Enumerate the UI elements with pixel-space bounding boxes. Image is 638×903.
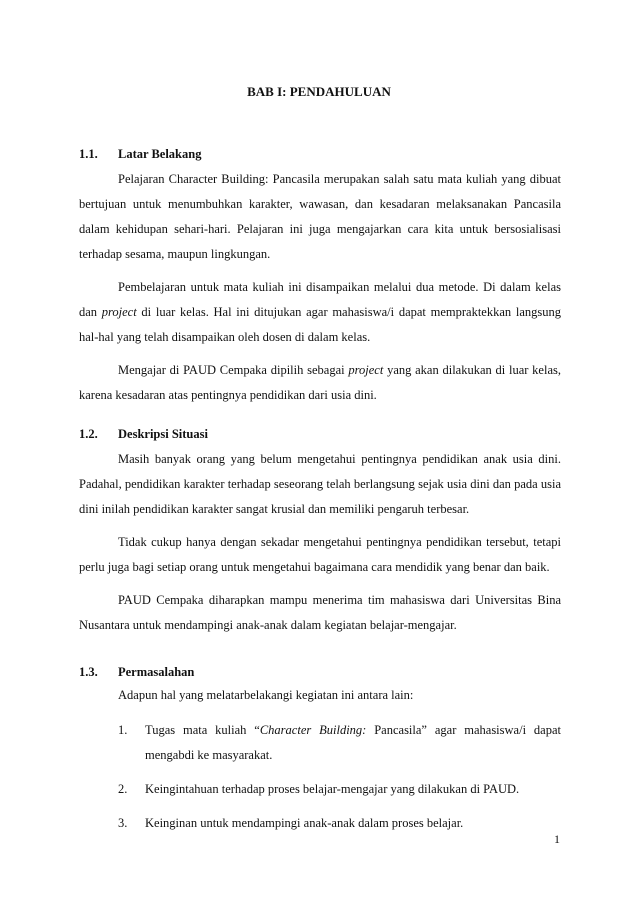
paragraph: Tidak cukup hanya dengan sekadar mengetahui pentingnya pendidikan tersebut, tetapi perlu juga bagi setiap orang untuk mengetahui bagaimana cara mendidik yang benar dan baik. [79, 535, 561, 574]
section-number: 1.3. [79, 665, 98, 679]
section-title: Latar Belakang [118, 147, 202, 161]
list-item-number: 1. [118, 723, 128, 737]
list-item [118, 811, 561, 836]
list-item-text: Tugas mata kuliah “Character Building: Pancasila” agar mahasiswa/i dapat mengabdi ke masyarakat. [145, 723, 561, 762]
section-title: Deskripsi Situasi [118, 427, 208, 441]
list-item-number: 2. [118, 782, 128, 796]
list-item-text: Keinginan untuk mendampingi anak-anak dalam proses belajar. [145, 816, 464, 830]
list-item-number: 3. [118, 816, 128, 830]
section-heading [79, 425, 561, 443]
numbered-list [118, 718, 561, 836]
paragraph: Pelajaran Character Building: Pancasila merupakan salah satu mata kuliah yang dibuat bertujuan untuk menumbuhkan karakter, wawasan, dan kesadaran melaksanakan Pancasila dalam kehidupan sehari-hari. Pelajaran ini juga mengajarkan cara kita untuk bersosialisasi terhadap sesama, maupun lingkungan. [79, 172, 561, 261]
paragraph: Masih banyak orang yang belum mengetahui pentingnya pendidikan anak usia dini. Padahal, pendidikan karakter terhadap seseorang telah berlangsung sejak usia dini dan pada usia dini inilah pendidikan karakter sangat krusial dan memiliki pengaruh terbesar. [79, 452, 561, 516]
section-permasalahan [79, 663, 561, 845]
paragraph: Mengajar di PAUD Cempaka dipilih sebagai project yang akan dilakukan di luar kelas, karena kesadaran atas pentingnya pendidikan dari usia dini. [79, 363, 561, 402]
section-deskripsi-situasi [79, 425, 561, 646]
paragraph: PAUD Cempaka diharapkan mampu menerima tim mahasiswa dari Universitas Bina Nusantara untuk mendampingi anak-anak dalam kegiatan belajar-mengajar. [79, 593, 561, 632]
section-number: 1.2. [79, 427, 98, 441]
section-heading [79, 663, 561, 681]
section-heading [79, 145, 561, 163]
section-number: 1.1. [79, 147, 98, 161]
list-item-text: Keingintahuan terhadap proses belajar-mengajar yang dilakukan di PAUD. [145, 782, 520, 796]
list-item [118, 777, 561, 802]
section-latar-belakang [79, 145, 561, 416]
section-title: Permasalahan [118, 665, 195, 679]
page-number: 1 [554, 832, 560, 846]
list-item [118, 718, 561, 768]
section-intro: Adapun hal yang melatarbelakangi kegiatan ini antara lain: [118, 688, 414, 702]
paragraph: Pembelajaran untuk mata kuliah ini disampaikan melalui dua metode. Di dalam kelas dan project di luar kelas. Hal ini ditujukan agar mahasiswa/i dapat mempraktekkan langsung hal-hal yang telah disampaikan oleh dosen di dalam kelas. [79, 280, 561, 344]
chapter-title: BAB I: PENDAHULUAN [247, 84, 391, 99]
